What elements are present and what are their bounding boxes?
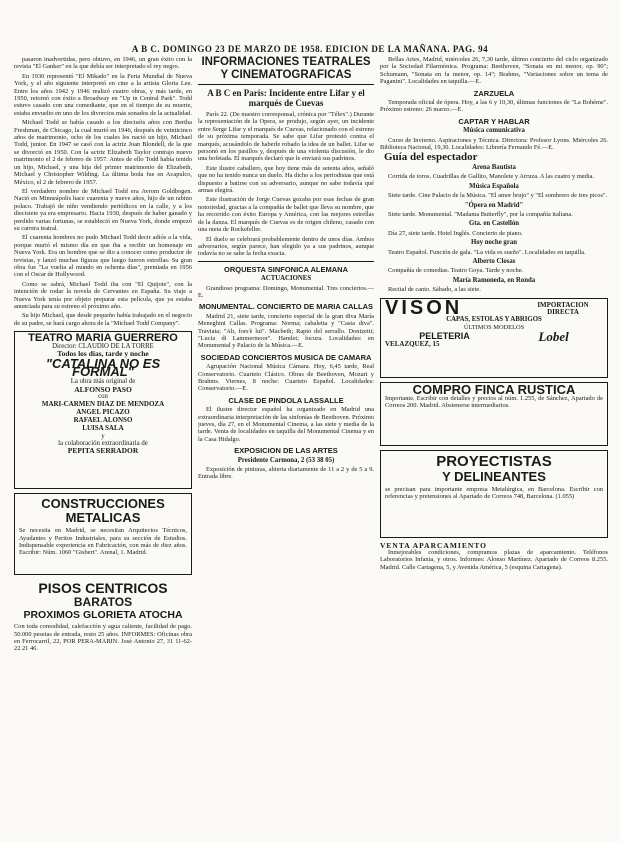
ad-teatro-maria-guerrero <box>14 331 192 489</box>
ad-vison <box>380 298 608 378</box>
guide-item-text: Siete tarde. Monumental. "Madama Butterfly", por la compañía italiana. <box>388 210 573 218</box>
ad-text: Inmejorables condiciones, compramos plazas de aparcamiento. Teléfonos Laboratorios Infanta, y otros. Informes: Alonso Martínez. Apartado de Correos 8.255. Madrid. Calle Cartagena, 5, y Avenida América, 5 (esquina Cartagena). <box>380 548 608 571</box>
cast-member: ANGEL PICAZO <box>76 407 130 416</box>
section-heading: ZARZUELA <box>473 88 515 98</box>
article-paragraph: Su hijo Michael, que desde pequeño había trabajado en el negocio de su padre, se hará cargo ahora de la "Michael Todd Company". <box>14 312 192 327</box>
section-paragraph: Madrid 21, siete tarde, concierto especial de la gran diva María Meneghini Callas. Programa: Norma; cabaletta y "Casta diva". Traviata; "Ah, fors'è lui". Macbeth; Rapto del serrallo. Donizetti; "Lucia di Lammermoor". Hamlet; locura. Localidades: en Monumental y Palacio de la Música.—E. <box>198 312 374 350</box>
ad-compro-finca <box>380 382 608 446</box>
section-subheading: Música comunicativa <box>463 127 525 135</box>
guide-item-text: Recital de canto. Sábado, a las siete. <box>388 286 481 294</box>
ad-construcciones-metalicas <box>14 493 192 575</box>
guide-item-title: Música Española <box>469 182 519 190</box>
page-header: A B C. DOMINGO 23 DE MARZO DE 1958. EDICION DE LA MAÑANA. PAG. 94 <box>131 44 489 54</box>
article-paragraph: El verdadero nombre de Michael Todd era Avrom Goldbogen. Nació en Minneápolis hace cuarenta y nueve años, hijo de un rabino polaco. Trabajó de niño vendiendo periódicos en la calle, y a los diecisiete ya era empresario. Hacia 1930, después de haber ganado y perdido varias fortunas, se estableció en Nueva York, donde empezó su carrera teatral. <box>14 187 192 232</box>
section-paragraph: El ilustre director español ha organizado en Madrid una extraordinaria interpretación de las sinfonías de Beethoven. Próximo jueves, día 27, en el Monumental Cinema, a las siete y media de la tarde. Venta de localidades en taquilla del Monumental Cinema y en la Casa Hidalgo. <box>198 406 374 443</box>
section-heading: EXPOSICION DE LAS ARTES <box>234 446 338 456</box>
guide-item-title: Arena Bautista <box>472 163 516 171</box>
ad-venta-aparcamiento <box>380 542 608 622</box>
ad-title: CONSTRUCCIONES METALICAS <box>41 496 165 526</box>
ad-shop: PELETERIA <box>419 331 470 342</box>
ad-text: Con toda comodidad, calefacción y agua caliente, facilidad de pago. 50.000 pesetas de entrada, resto 25 años. INFORMES: Oficinas obra en Ferrocarril, 22, POR PERA-MARIN. José Antonio 27, 31 11-62-22 21 46. <box>14 623 192 653</box>
ad-text: se precisan para importante empresa Metalúrgica, en Barcelona. Escribir con referencias y pretensiones al Apartado de Correos 748, Barcelona. (1.055) <box>385 485 603 500</box>
divider <box>198 261 374 262</box>
guide-item-title: Alberto Closas <box>472 257 516 265</box>
guide-item-title: Hoy noche gran <box>470 239 518 247</box>
article-paragraph: Este ilustración de Jorge Cuevas gozaba por esas fechas de gran notoriedad, gracias a la compañía de ballet que lleva su nombre, que ha recorrido con éxito Europa y América, con las mejores estrellas de la danza. El marqués de Cuevas es de origen chileno, casado con una nieta de Rockefeller. <box>198 196 374 234</box>
play-author: ALFONSO PASO <box>74 384 132 394</box>
section-heading: MONUMENTAL. CONCIERTO DE MARIA CALLAS <box>198 302 374 312</box>
section-subheading: ACTUACIONES <box>260 275 312 283</box>
ad-text: Se necesita en Madrid, se necesitan Arquitectos Técnicos, Ayudantes y Peritos Industriales, para su sección de Estudios. Indispensable experiencia en Fabricación, con más de diez años. Escribir: Núm. 1060 "Gisbert". Arenal, 1. Madrid. <box>19 527 187 557</box>
guide-item-title: María Ramoneda, en Ronda <box>452 276 536 284</box>
theatre-director: Director: CLAUDIO DE LA TORRE <box>52 342 154 350</box>
ad-import: IMPORTACION DIRECTA <box>537 300 589 316</box>
guide-item-text: Día 27, siete tarde. Hotel Inglés. Concierto de piano. <box>388 229 523 237</box>
play-desc: La obra más original de <box>70 378 136 386</box>
ad-title: VENTA APARCAMIENTO <box>380 541 487 550</box>
ad-title: PROYECTISTAS <box>436 452 552 470</box>
section-heading: SOCIEDAD CONCIERTOS MUSICA DE CAMARA <box>200 352 372 362</box>
ad-address: VELAZQUEZ, 15 <box>385 339 440 348</box>
article-paragraph: El cuarenta hombres no pudo Michael Todd decir adiós a la vida, porque murió el mismo día en que iba a recibir un homenaje en Nueva York. Era un hombre que se dio a conocer como productor de revistas, y lanzó muchas figuras que luego fueron estrellas. Su gran obra fue "La vuelta al mundo en ochenta días", premiada en 1956 con el Oscar de Hollywood. <box>14 234 192 279</box>
article-paragraph: En 1930 representó "El Mikado" en la Feria Mundial de Nueva York, y el año siguiente interpretó en cine a la artista Gloria Lee. Entre los años 1942 y 1946 realizó cuatro obras, y más tarde, en 1950, retornó con éxito a Broadway en "Up in Central Park". Todd estuvo casado con una comediante, que en el tiempo de su muerte, estaba envuelto en uno de los divorcios más sonados de la actualidad. <box>14 72 192 117</box>
guide-item-title: "Ópera en Madrid" <box>464 201 524 209</box>
article-paragraph: Michael Todd se había casado a los dieciséis años con Bertha Freshman, de Chicago, la cual murió en 1946, después de veinticinco años de matrimonio, ocho de los cuales les nació un hijo, Michael Todd, junior. En 1947 se casó con la actriz Joan Blondell, de la que se divorció en 1950. Con la actriz Elizabeth Taylor contrajo nuevo matrimonio el 2 de febrero de 1957. Antes de ello Todd había tenido un hijo, Michael, y una hija del primer matrimonio de Elizabeth, Michael y Christopher Wilding. La última boda fue en Acapulco, México, el 2 de febrero de 1957. <box>14 119 192 186</box>
ad-title: PISOS CENTRICOS <box>38 580 168 597</box>
article-paragraph: París 22. (De nuestro corresponsal, crónica por "Télex".) Durante la representación de la Opera, se produjo, según ayer, un incidente entre Serge Lifar y el marqués de Cuevas, relacionado con el estreno de su próxima temporada. Se sabe que Lifar protestó contra el marqués, acusándolo de haberle robado la idea de un ballet. Lifar se personó en los pasillos y, después de una violenta discusión, le dio una bofetada. El marqués declaró que le enviará sus padrinos. <box>198 111 374 163</box>
section-paragraph: Curso de Invierno. Aspiraciones y Técnica. Directora: Profesor Lyons. Miércoles 26. Biblioteca Nacional, 19,30. Localidades: Librería Fernando Fé.—E. <box>380 136 608 152</box>
ad-proyectistas <box>380 450 608 538</box>
ad-subtitle: BARATOS <box>73 595 133 610</box>
ad-brand: VISON <box>385 297 463 320</box>
guide-item-text: Siete tarde. Cine Palacio de la Música. "El amor brujo" y "El sombrero de tres picos". <box>388 192 608 200</box>
article-paragraph: Este ilustre caballero, que hoy tiene más de setenta años, señaló que no ha tenido nunca un duelo. Ha dicho a los periodistas que está dispuesto a batirse con su adversario, aunque no sabe todavía qué armas elegirá. <box>198 164 374 195</box>
theatre-times: Todos los días, tarde y noche <box>57 349 149 359</box>
ad-title: COMPRO FINCA RUSTICA <box>412 381 576 397</box>
section-heading: ORQUESTA SINFONICA ALEMANA <box>223 264 349 274</box>
ad-line: CAPAS, ESTOLAS Y ABRIGOS <box>446 316 542 324</box>
column-right <box>380 56 608 622</box>
section-subheading: Presidente Carmona, 2 (53 38 05) <box>237 456 335 464</box>
article-headline: A B C en París: Incidente entre Lifar y el marqués de Cuevas <box>207 88 365 108</box>
section-heading: CLASE DE PINDOLA LASSALLE <box>228 395 344 405</box>
article-paragraph: Como se sabrá, Michael Todd iba con "El Quijote", con la intención de rodar la novela de Cervantes en España. Su viaje a Nueva York tenía por objeto preparar esta película, que ya estaba anunciada para su estreno el próximo año. <box>14 280 192 310</box>
guide-item-title: Gta. en Castellón <box>468 220 520 228</box>
cast-member: MARI-CARMEN DIAZ DE MENDOZA <box>41 399 165 408</box>
section-heading: CAPTAR Y HABLAR <box>458 116 530 126</box>
cast-member: RAFAEL ALONSO <box>73 415 133 424</box>
guide-title: Guía del espectador <box>384 151 478 164</box>
guide-item-text: Corrida de toros. Cuadrillas de Gallito, Manolete y Arruza. A las cuatro y media. <box>388 173 595 181</box>
article-paragraph: El duelo se celebrará probablemente dentro de unos días. Ambos adversarios, según parece, han elegido ya a sus padrinos, aunque todavía no se sabe la fecha exacta. <box>198 235 374 258</box>
guide-item-text: Compañía de comedias. Teatro Goya. Tarde y noche. <box>388 267 524 275</box>
ad-pisos-centricos <box>14 579 192 683</box>
play-title: "CATALINA NO ES FORMAL" <box>45 356 161 379</box>
column-left <box>14 56 192 687</box>
ad-subtitle: Y DELINEANTES <box>442 468 546 484</box>
ad-logo: Lobel <box>538 329 569 345</box>
article-paragraph: Bellas Artes, Madrid, miércoles 26, 7,30 tarde, último concierto del ciclo organizado por la Sociedad Filarmónica. Programa: Beethoven, "Sonata en mi menor, op. 90"; Schumann, "Sonata en fa menor, op. 14"; Brahms, "Variaciones sobre un tema de Paganini". Localidades en taquilla.—E. <box>380 56 608 86</box>
theatre-name: TEATRO MARIA GUERRERO <box>28 332 178 345</box>
guide-item-text: Teatro Español. Función de gala. "La vida es sueño". Localidades en taquilla. <box>388 248 586 256</box>
collab-text: la colaboración extraordinaria de <box>58 440 148 447</box>
ad-line-2: ÚLTIMOS MODELOS <box>463 323 525 331</box>
cast-con: con <box>98 393 108 401</box>
section-paragraph: Temporada oficial de ópera. Hoy, a las 6 y 10,30, últimas funciones de "La Bohème". Próximo estreno: 26 marzo.—E. <box>380 99 608 114</box>
cast-and: y <box>101 432 105 440</box>
section-paragraph: Agrupación Nacional Música Cámara. Hoy, 6,45 tarde, Real Conservatorio. Cuarteto Clásico. Obras de Beethoven, Mozart y Brahms. Viernes, 8 noche: Cuarteto Español. Localidades: Conservatorio.—E. <box>198 363 374 393</box>
ad-text: Importante. Escribir con detalles y precios al núm. 1.255, de Sánchez, Apartado de Correos 200. Madrid. Abstenerse intermediarios. <box>385 394 603 410</box>
article-paragraph: pasaron inadvertidas, pero obtuvo, en 1946, un gran éxito con la revista "El Ganker" en la que debía ser interpretado el rey negro. <box>14 56 192 71</box>
ad-subtitle-2: PROXIMOS GLORIETA ATOCHA <box>23 609 183 622</box>
column-middle <box>198 56 374 483</box>
section-paragraph: Exposición de pinturas, abierta diariamente de 11 a 2 y de 5 a 9. Entrada libre. <box>198 466 374 481</box>
section-paragraph: Grandioso programa: Domingo, Monumental. Tres conciertos.—E. <box>198 284 374 299</box>
section-title: INFORMACIONES TEATRALES Y CINEMATOGRAFICAS <box>198 56 374 85</box>
guest-name: PEPITA SERRADOR <box>67 446 139 456</box>
cast-member: LUISA SALA <box>82 423 124 432</box>
